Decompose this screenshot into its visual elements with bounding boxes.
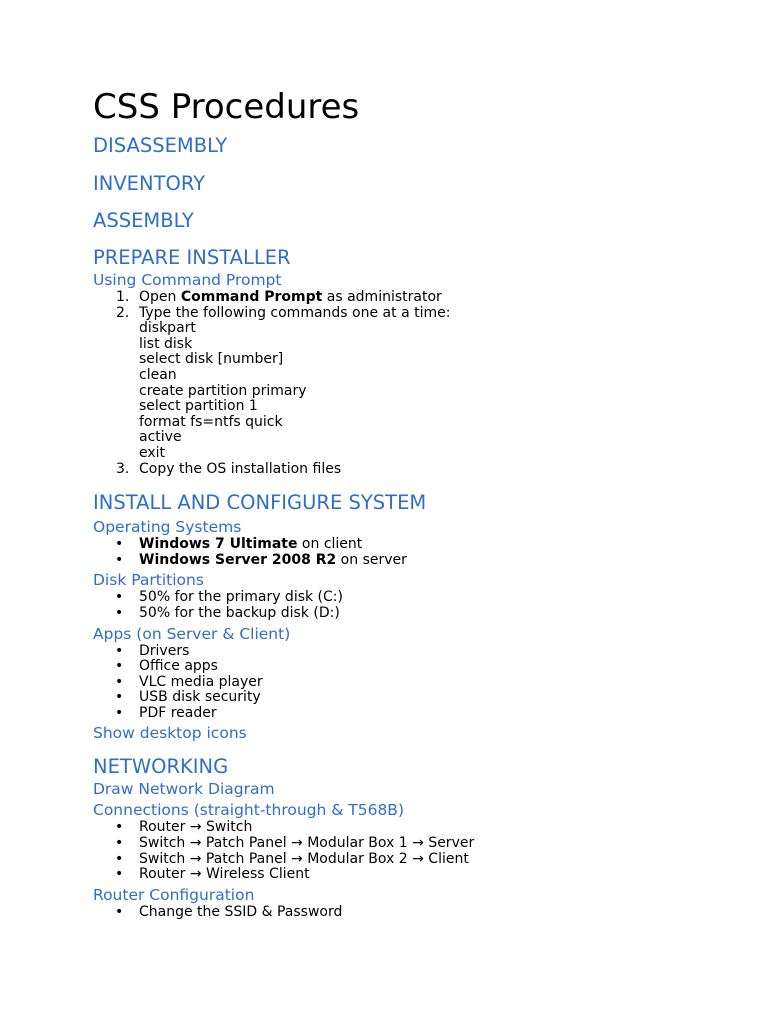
list-item (93, 690, 768, 706)
list-item (93, 590, 768, 606)
list-item (93, 306, 768, 462)
apps-list (93, 644, 768, 722)
prepare-steps-list (93, 290, 768, 477)
heading-networking: NETWORKING (93, 755, 229, 779)
page-title: CSS Procedures (93, 87, 360, 127)
heading-assembly: ASSEMBLY (93, 209, 194, 232)
step-number: 1. (116, 289, 130, 305)
list-item (93, 905, 768, 921)
bullet-icon: • (115, 819, 124, 836)
subheading-network-diagram: Draw Network Diagram (93, 780, 275, 799)
bullet-icon: • (115, 835, 124, 852)
heading-install-configure: INSTALL AND CONFIGURE SYSTEM (93, 491, 427, 515)
list-item-text: USB disk security (139, 689, 261, 706)
subheading-connections: Connections (straight-through & T568B) (93, 801, 404, 820)
list-item-text: Switch → Patch Panel → Modular Box 1 → Server (139, 835, 475, 852)
list-item-text: Office apps (139, 658, 218, 675)
list-item (93, 462, 768, 478)
heading-disassembly: DISASSEMBLY (93, 134, 228, 157)
list-item-text: Change the SSID & Password (139, 903, 343, 920)
list-item-text: VLC media player (139, 673, 263, 690)
list-item (93, 706, 768, 722)
list-item (93, 644, 768, 660)
command-line: diskpart (139, 320, 196, 337)
subheading-apps: Apps (on Server & Client) (93, 624, 291, 643)
os-name: Windows Server 2008 R2 (139, 551, 337, 568)
os-target: on server (336, 551, 407, 568)
connections-list (93, 820, 768, 882)
list-item-text: PDF reader (139, 704, 217, 721)
bullet-icon: • (115, 850, 124, 867)
heading-inventory: INVENTORY (93, 172, 206, 195)
list-item (93, 836, 768, 852)
subheading-disk-partitions: Disk Partitions (93, 571, 204, 590)
list-item-text: 50% for the primary disk (C:) (139, 589, 343, 606)
subheading-router-configuration: Router Configuration (93, 885, 255, 904)
os-list (93, 537, 768, 568)
router-list (93, 905, 768, 921)
step-text: Type the following commands one at a time: (139, 304, 451, 321)
step-text-pre: Open (139, 289, 181, 305)
list-item (93, 290, 768, 306)
step-number: 3. (116, 460, 130, 477)
list-item-text: Drivers (139, 642, 190, 659)
command-line: select partition 1 (139, 398, 258, 415)
list-item-text: Switch → Patch Panel → Modular Box 2 → Client (139, 850, 469, 867)
disk-list (93, 590, 768, 621)
os-target: on client (297, 536, 363, 553)
list-item (93, 675, 768, 691)
command-line: exit (139, 444, 166, 461)
heading-prepare-installer: PREPARE INSTALLER (93, 246, 291, 269)
bullet-icon: • (115, 536, 124, 553)
bullet-icon: • (115, 903, 124, 920)
step-text: Copy the OS installation files (139, 460, 342, 477)
list-item-text: Router → Switch (139, 819, 253, 836)
command-line: select disk [number] (139, 351, 284, 368)
command-line: create partition primary (139, 382, 307, 399)
list-item-text: 50% for the backup disk (D:) (139, 604, 340, 621)
command-line: format fs=ntfs quick (139, 413, 283, 430)
bullet-icon: • (115, 589, 124, 606)
bullet-icon: • (115, 658, 124, 675)
step-number: 2. (116, 304, 130, 321)
list-item (93, 537, 768, 553)
step-text-post: as administrator (322, 289, 442, 305)
bullet-icon: • (115, 866, 124, 883)
bullet-icon: • (115, 689, 124, 706)
subheading-desktop-icons: Show desktop icons (93, 724, 247, 743)
subheading-command-prompt: Using Command Prompt (93, 271, 282, 289)
bullet-icon: • (115, 704, 124, 721)
os-name: Windows 7 Ultimate (139, 536, 298, 553)
bullet-icon: • (115, 604, 124, 621)
list-item-text: Router → Wireless Client (139, 866, 310, 883)
subheading-operating-systems: Operating Systems (93, 518, 242, 537)
list-item (93, 867, 768, 883)
list-item (93, 553, 768, 569)
list-item (93, 852, 768, 868)
bullet-icon: • (115, 642, 124, 659)
step-text-bold: Command Prompt (180, 289, 323, 305)
bullet-icon: • (115, 551, 124, 568)
list-item (93, 820, 768, 836)
command-line: active (139, 429, 182, 446)
bullet-icon: • (115, 673, 124, 690)
command-block (139, 321, 768, 461)
command-line: list disk (139, 335, 193, 352)
list-item (93, 606, 768, 622)
list-item (93, 659, 768, 675)
command-line: clean (139, 366, 177, 383)
